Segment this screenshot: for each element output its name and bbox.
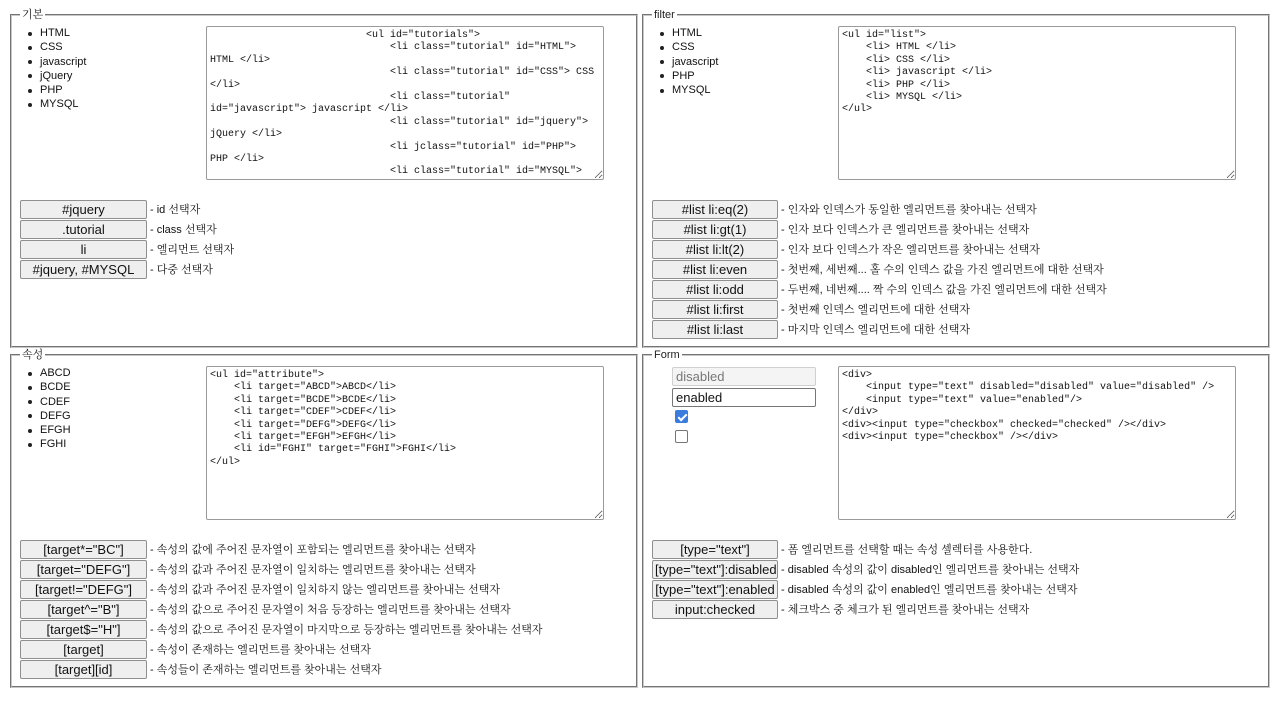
list-item: MYSQL xyxy=(644,83,718,97)
selector-row xyxy=(20,539,542,559)
form-code-textarea[interactable] xyxy=(838,366,1236,520)
selector-multiple-attributes-button[interactable]: [target][id] xyxy=(20,660,147,679)
selector-desc: - id 선택자 xyxy=(150,204,201,216)
selector-first-button[interactable]: #list li:first xyxy=(652,300,778,319)
selector-starts-with-button[interactable]: [target^="B"] xyxy=(20,600,147,619)
list-item: FGHI xyxy=(12,437,71,451)
selector-contains-button[interactable]: [target*="BC"] xyxy=(20,540,147,559)
attribute-fieldset xyxy=(10,349,638,688)
basic-selector-rows xyxy=(20,199,234,279)
selector-desc: - 인자 보다 인덱스가 큰 엘리먼트를 찾아내는 선택자 xyxy=(781,224,1030,236)
selector-row xyxy=(20,639,542,659)
selector-ends-with-button[interactable]: [target$="H"] xyxy=(20,620,147,639)
list-item: HTML xyxy=(12,26,86,40)
selector-type-text-button[interactable]: [type="text"] xyxy=(652,540,778,559)
disabled-text-input xyxy=(672,367,816,386)
selector-row xyxy=(652,579,1079,599)
selector-row xyxy=(652,559,1079,579)
form-fieldset xyxy=(642,349,1270,688)
selector-row xyxy=(20,579,542,599)
checked-checkbox[interactable] xyxy=(675,410,688,423)
basic-tutorial-list xyxy=(12,26,86,112)
selector-desc: - 속성이 존재하는 엘리먼트를 찾아내는 선택자 xyxy=(150,644,371,656)
selector-desc: - 속성들이 존재하는 엘리먼트를 찾아내는 선택자 xyxy=(150,664,382,676)
basic-fieldset xyxy=(10,9,638,348)
unchecked-checkbox[interactable] xyxy=(675,430,688,443)
list-item: CDEF xyxy=(12,395,71,409)
selector-row xyxy=(20,619,542,639)
attribute-selector-rows xyxy=(20,539,542,679)
filter-list xyxy=(644,26,718,97)
selector-desc: - 두번째, 네번째.... 짝 수의 인덱스 값을 가진 엘리먼트에 대한 선택자 xyxy=(781,284,1107,296)
selector-row xyxy=(20,659,542,679)
selector-last-button[interactable]: #list li:last xyxy=(652,320,778,339)
selector-desc: - 첫번째, 세번째... 홀 수의 인덱스 값을 가진 엘리먼트에 대한 선택자 xyxy=(781,264,1104,276)
list-item: BCDE xyxy=(12,380,71,394)
selector-row xyxy=(652,599,1079,619)
selector-row xyxy=(652,279,1107,299)
selector-desc: - 속성의 값으로 주어진 문자열이 마지막으로 등장하는 엘리먼트를 찾아내는 선택자 xyxy=(150,624,543,636)
selector-desc: - disabled 속성의 값이 enabled인 엘리먼트를 찾아내는 선택자 xyxy=(781,584,1078,596)
selector-row xyxy=(652,299,1107,319)
list-item: javascript xyxy=(12,55,86,69)
selector-row xyxy=(652,239,1107,259)
selector-multiple-button[interactable]: #jquery, #MYSQL xyxy=(20,260,147,279)
selector-row xyxy=(652,219,1107,239)
selector-row xyxy=(20,219,234,239)
selector-desc: - 폼 엘리먼트를 선택할 때는 속성 셀렉터를 사용한다. xyxy=(781,544,1033,556)
attribute-code-textarea[interactable] xyxy=(206,366,604,520)
enabled-text-input[interactable] xyxy=(672,388,816,407)
selector-desc: - class 선택자 xyxy=(150,224,217,236)
filter-fieldset xyxy=(642,9,1270,348)
list-item: HTML xyxy=(644,26,718,40)
attribute-list xyxy=(12,366,71,452)
basic-legend: 기본 xyxy=(22,9,44,21)
list-item: javascript xyxy=(644,55,718,69)
list-item: ABCD xyxy=(12,366,71,380)
selector-desc: - 첫번째 인덱스 엘리먼트에 대한 선택자 xyxy=(781,304,970,316)
selector-row xyxy=(20,199,234,219)
selector-row xyxy=(652,259,1107,279)
selector-even-button[interactable]: #list li:even xyxy=(652,260,778,279)
selector-enabled-button[interactable]: [type="text"]:enabled xyxy=(652,580,778,599)
selector-odd-button[interactable]: #list li:odd xyxy=(652,280,778,299)
selector-row xyxy=(652,539,1079,559)
selector-eq-button[interactable]: #list li:eq(2) xyxy=(652,200,778,219)
form-selector-rows xyxy=(652,539,1079,619)
selector-desc: - 다중 선택자 xyxy=(150,264,213,276)
selector-desc: - 엘리먼트 선택자 xyxy=(150,244,235,256)
list-item: PHP xyxy=(644,69,718,83)
selector-desc: - 마지막 인덱스 엘리먼트에 대한 선택자 xyxy=(781,324,970,336)
selector-desc: - disabled 속성의 값이 disabled인 엘리먼트를 찾아내는 선택자 xyxy=(781,564,1080,576)
selector-desc: - 속성의 값에 주어진 문자열이 포함되는 엘리먼트를 찾아내는 선택자 xyxy=(150,544,476,556)
selector-desc: - 인자와 인덱스가 동일한 엘리먼트를 찾아내는 선택자 xyxy=(781,204,1037,216)
list-item: jQuery xyxy=(12,69,86,83)
selector-desc: - 속성의 값과 주어진 문자열이 일치하지 않는 엘리먼트를 찾아내는 선택자 xyxy=(150,584,500,596)
list-item: CSS xyxy=(644,40,718,54)
selector-id-button[interactable]: #jquery xyxy=(20,200,147,219)
selector-desc: - 속성의 값으로 주어진 문자열이 처음 등장하는 엘리먼트를 찾아내는 선택자 xyxy=(150,604,511,616)
selector-row xyxy=(20,259,234,279)
filter-selector-rows xyxy=(652,199,1107,339)
attribute-legend: 속성 xyxy=(22,349,44,361)
selector-row xyxy=(652,319,1107,339)
selector-element-button[interactable]: li xyxy=(20,240,147,259)
selector-class-button[interactable]: .tutorial xyxy=(20,220,147,239)
selector-row xyxy=(652,199,1107,219)
selector-not-equals-button[interactable]: [target!="DEFG"] xyxy=(20,580,147,599)
selector-checked-button[interactable]: input:checked xyxy=(652,600,778,619)
selector-row xyxy=(20,599,542,619)
filter-legend: filter xyxy=(654,9,675,21)
form-legend: Form xyxy=(654,349,680,361)
selector-desc: - 속성의 값과 주어진 문자열이 일치하는 엘리먼트를 찾아내는 선택자 xyxy=(150,564,476,576)
selector-desc: - 체크박스 중 체크가 된 엘리먼트를 찾아내는 선택자 xyxy=(781,604,1030,616)
list-item: EFGH xyxy=(12,423,71,437)
selector-lt-button[interactable]: #list li:lt(2) xyxy=(652,240,778,259)
selector-disabled-button[interactable]: [type="text"]:disabled xyxy=(652,560,778,579)
filter-code-textarea[interactable] xyxy=(838,26,1236,180)
list-item: PHP xyxy=(12,83,86,97)
list-item: MYSQL xyxy=(12,97,86,111)
selector-desc: - 인자 보다 인덱스가 작은 엘리먼트를 찾아내는 선택자 xyxy=(781,244,1040,256)
selector-has-attribute-button[interactable]: [target] xyxy=(20,640,147,659)
list-item: CSS xyxy=(12,40,86,54)
basic-code-textarea[interactable] xyxy=(206,26,604,180)
list-item: DEFG xyxy=(12,409,71,423)
form-demo-inputs xyxy=(672,367,816,450)
selector-row xyxy=(20,239,234,259)
selector-row xyxy=(20,559,542,579)
selector-equals-button[interactable]: [target="DEFG"] xyxy=(20,560,147,579)
selector-gt-button[interactable]: #list li:gt(1) xyxy=(652,220,778,239)
